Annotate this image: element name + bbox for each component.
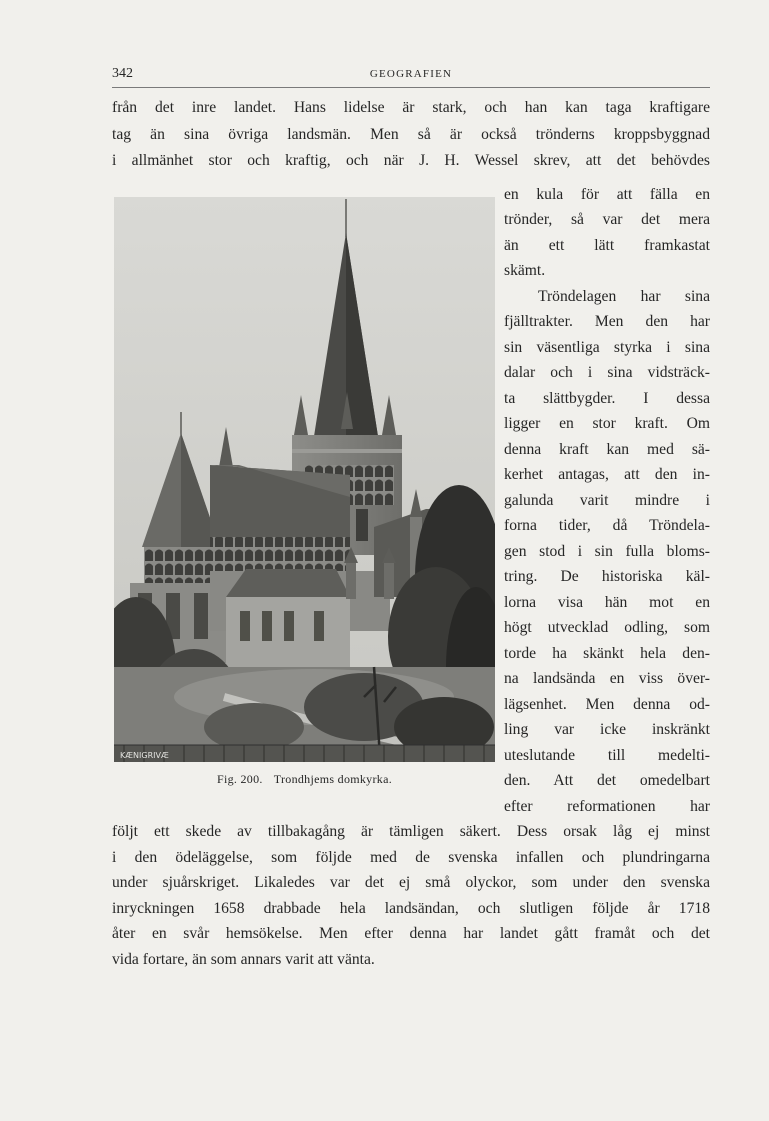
text-line: åter en svår hemsökelse. Men efter denna har landet gått framåt och det <box>112 925 710 942</box>
text-line: vida fortare, än som annars varit att vänta. <box>112 951 375 968</box>
text-line: gen stod i sin fulla bloms- <box>504 543 710 560</box>
text-line: dalar och i sina vidsträck- <box>504 364 710 381</box>
text-line: efter reformationen har <box>504 798 710 815</box>
text-line: Tröndelagen har sina <box>538 288 710 305</box>
text-line: högt utvecklad odling, som <box>504 619 710 636</box>
text-line: sin väsentliga styrka i sina <box>504 339 710 356</box>
text-line: trönder, så var det mera <box>504 211 710 228</box>
text-line: torde ha skänkt hela den- <box>504 645 710 662</box>
text-line: en kula för att fälla en <box>504 186 710 203</box>
running-title: GEOGRAFIEN <box>369 68 453 80</box>
text-line: under sjuårskriget. Likaledes var det ej små olyckor, som under den svenska <box>112 874 710 891</box>
text-line: från det inre landet. Hans lidelse är stark, och han kan taga kraftigare <box>112 99 710 116</box>
page-number: 342 <box>112 66 133 81</box>
text-line: skämt. <box>504 262 546 279</box>
header-rule <box>112 87 710 88</box>
text-line: lorna visa hän mot en <box>504 594 710 611</box>
text-line: i den ödeläggelse, som följde med de svenska infallen och plundringarna <box>112 849 710 866</box>
text-line: ling var icke inskränkt <box>504 721 710 738</box>
text-line: kerhet antagas, att den in- <box>504 466 710 483</box>
text-line: tag än sina övriga landsmän. Men så är också trönderns kroppsbyggnad <box>112 126 710 143</box>
running-head <box>112 66 710 86</box>
cathedral-photo <box>114 197 495 762</box>
text-line: den. Att det omedelbart <box>504 772 710 789</box>
text-line: galunda varit mindre i <box>504 492 710 509</box>
figure-caption <box>114 772 495 787</box>
text-line: ligger en stor kraft. Om <box>504 415 710 432</box>
figure-number: Fig. 200. <box>216 772 263 786</box>
text-line: lägsenhet. Men denna od- <box>504 696 710 713</box>
text-line: uteslutande till medelti- <box>504 747 710 764</box>
text-line: i allmänhet stor och kraftig, och när J. H. Wessel skrev, att det behövdes <box>112 152 710 169</box>
engraver-signature: KÆNIGRIVÆ <box>120 751 169 760</box>
text-line: inryckningen 1658 drabbade hela landsändan, och slutligen följde år 1718 <box>112 900 710 917</box>
text-line: än ett lätt framkastat <box>504 237 710 254</box>
figure-caption-text: Trondhjems domkyrka. <box>273 772 393 786</box>
text-line: denna kraft kan med sä- <box>504 441 710 458</box>
text-line: ta slättbygder. I dessa <box>504 390 710 407</box>
cathedral-illustration <box>114 197 495 762</box>
text-line: följt ett skede av tillbakagång är tämligen säkert. Dess orsak låg ej minst <box>112 823 710 840</box>
text-line: na landsända en viss över- <box>504 670 710 687</box>
text-line: forna tider, då Tröndela- <box>504 517 710 534</box>
text-line: fjälltrakter. Men den har <box>504 313 710 330</box>
text-line: tring. De historiska käl- <box>504 568 710 585</box>
